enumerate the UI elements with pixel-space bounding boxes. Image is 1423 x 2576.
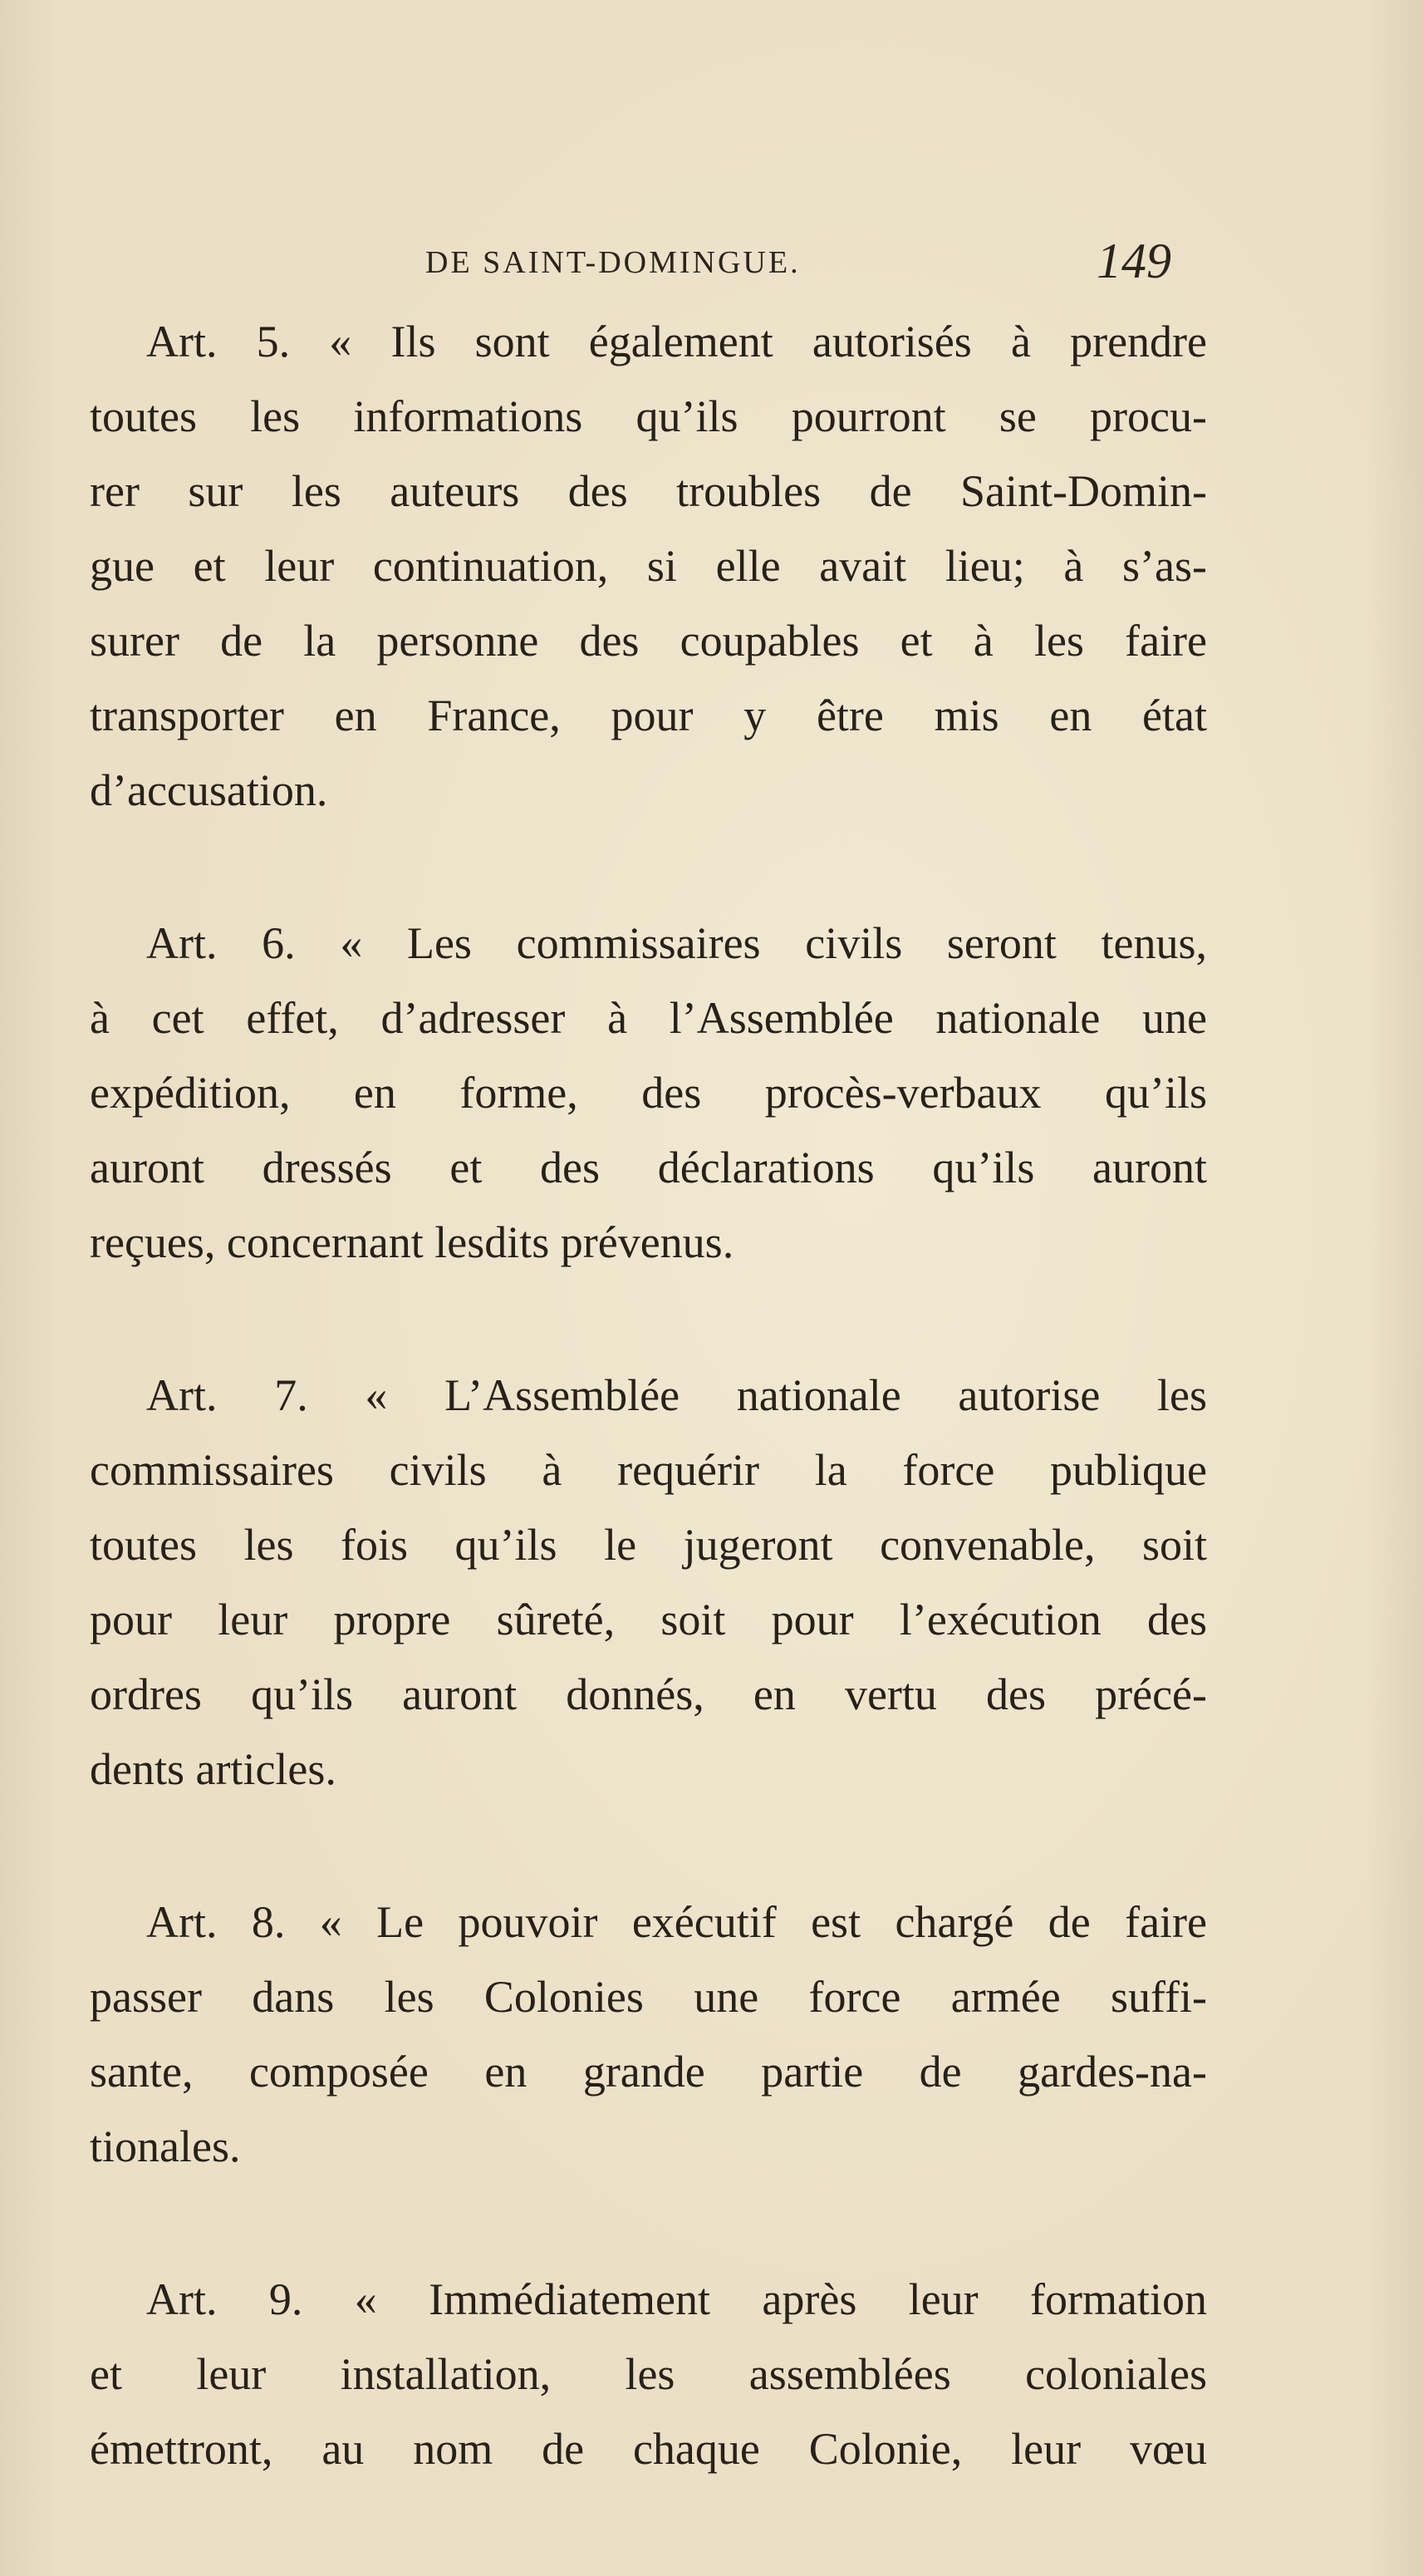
text-line: passer dans les Colonies une force armée suffi- — [90, 1972, 1207, 2022]
running-head: DE SAINT-DOMINGUE. — [425, 245, 801, 280]
page-number: 149 — [1097, 234, 1171, 288]
body-text — [90, 304, 1207, 2486]
text-line: commissaires civils à requérir la force publique — [90, 1445, 1207, 1495]
text-line: Art. 9. « Immédiatement après leur formation — [146, 2274, 1207, 2324]
text-line: pour leur propre sûreté, soit pour l’exécution des — [90, 1595, 1207, 1644]
text-line: Art. 8. « Le pouvoir exécutif est chargé de faire — [146, 1897, 1207, 1947]
text-line: auront dressés et des déclarations qu’ils auront — [90, 1143, 1207, 1192]
article-6-paragraph — [90, 906, 1207, 1280]
text-line: transporter en France, pour y être mis en état — [90, 691, 1207, 740]
page-header — [0, 234, 1423, 297]
text-line: expédition, en forme, des procès-verbaux qu’ils — [90, 1068, 1207, 1118]
text-line: surer de la personne des coupables et à les faire — [90, 616, 1207, 666]
article-5-paragraph — [90, 304, 1207, 828]
article-7-paragraph — [90, 1358, 1207, 1807]
text-line: toutes les fois qu’ils le jugeront convenable, soit — [90, 1520, 1207, 1570]
paragraph-gap — [90, 1280, 1207, 1358]
text-line: rer sur les auteurs des troubles de Saint-Domin- — [90, 466, 1207, 516]
article-9-paragraph — [90, 2262, 1207, 2486]
text-line: à cet effet, d’adresser à l’Assemblée nationale une — [90, 993, 1207, 1043]
text-line: ordres qu’ils auront donnés, en vertu des précé- — [90, 1669, 1207, 1719]
text-line: sante, composée en grande partie de gardes-na- — [90, 2047, 1207, 2097]
text-line: Art. 7. « L’Assemblée nationale autorise les — [146, 1370, 1207, 1420]
paragraph-gap — [90, 828, 1207, 906]
text-line: et leur installation, les assemblées coloniales — [90, 2349, 1207, 2399]
text-line: gue et leur continuation, si elle avait lieu; à s’as- — [90, 541, 1207, 591]
paragraph-gap — [90, 2184, 1207, 2262]
text-line: toutes les informations qu’ils pourront se procu- — [90, 391, 1207, 441]
text-line: tionales. — [90, 2121, 241, 2171]
text-line: Art. 5. « Ils sont également autorisés à prendre — [146, 317, 1207, 366]
text-line: émettront, au nom de chaque Colonie, leur vœu — [90, 2424, 1207, 2474]
text-line: d’accusation. — [90, 765, 328, 815]
article-8-paragraph — [90, 1885, 1207, 2184]
text-line: Art. 6. « Les commissaires civils seront tenus, — [146, 918, 1207, 968]
text-line: reçues, concernant lesdits prévenus. — [90, 1217, 734, 1267]
text-line: dents articles. — [90, 1744, 336, 1794]
paragraph-gap — [90, 1807, 1207, 1885]
